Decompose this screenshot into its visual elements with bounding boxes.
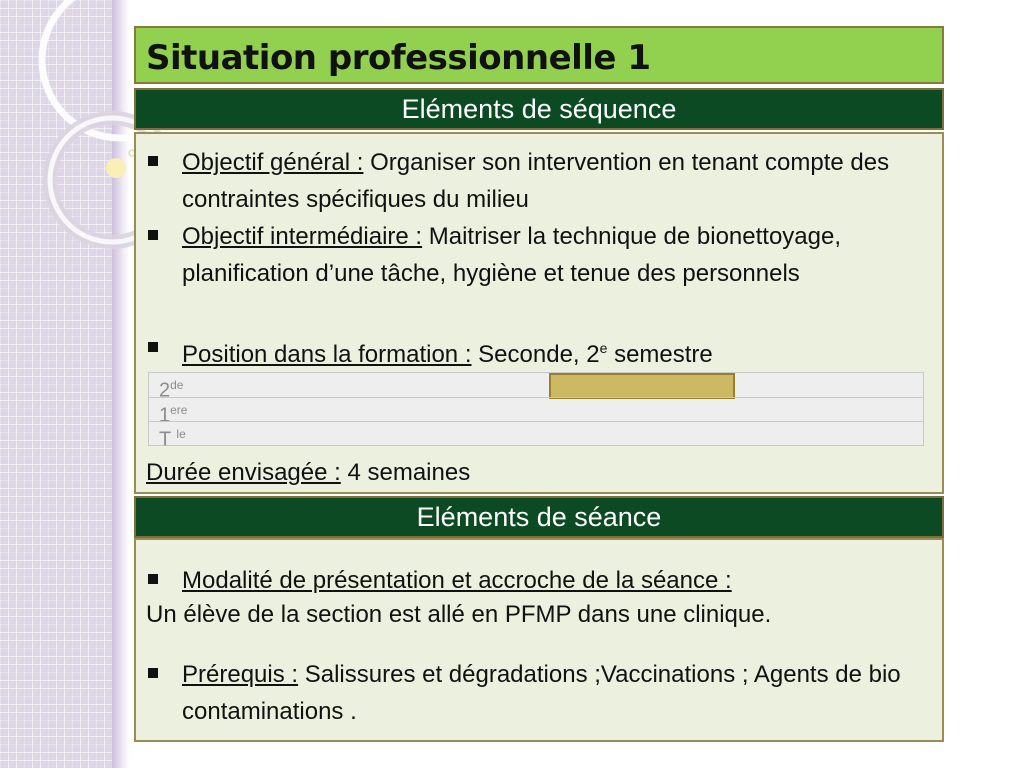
title-bar (134, 26, 944, 84)
bullet-square-icon (148, 574, 158, 584)
objective-general-label: Objectif général : (182, 149, 364, 176)
position-text: Seconde, 2 (471, 341, 600, 368)
level-sup: de (170, 378, 184, 392)
level-sup: le (176, 427, 186, 441)
bullet-square-icon (148, 230, 158, 240)
session-header: Eléments de séance (134, 496, 944, 538)
level-base: 2 (159, 379, 171, 402)
prerequisites-text: Salissures et dégradations ;Vaccinations ; Agents de bio contaminations . (182, 661, 901, 725)
objective-general-text: Organiser son intervention en tenant compte des contraintes spécifiques du milieu (182, 149, 890, 213)
level-row-terminale (149, 421, 923, 451)
objective-intermediate-text: Maitriser la technique de bionettoyage, planification d’une tâche, hygiène et tenue des personnels (182, 223, 842, 287)
bullet-square-icon (148, 156, 158, 166)
level-row-seconde (149, 373, 923, 402)
level-table (148, 372, 924, 451)
duration-label: Durée envisagée : (146, 459, 341, 486)
position-sup: e (599, 340, 608, 356)
sequence-panel (134, 132, 944, 494)
session-panel (134, 538, 944, 742)
position-label: Position dans la formation : (182, 341, 472, 368)
highlight-cell (549, 373, 735, 399)
level-base: 1 (159, 404, 171, 427)
bullet-square-icon (148, 342, 158, 352)
duration-line (146, 458, 470, 488)
position-text-after: semestre (607, 341, 713, 368)
objective-intermediate-item (146, 218, 926, 292)
prerequisites-item (146, 656, 926, 730)
sequence-header: Eléments de séquence (134, 88, 944, 130)
slide-title: Situation professionnelle 1 (146, 38, 651, 78)
prerequisites-label: Prérequis : (182, 661, 299, 688)
modality-label: Modalité de présentation et accroche de la séance : (182, 567, 732, 594)
level-base: T (159, 428, 177, 451)
level-sup: ere (170, 403, 188, 417)
objective-intermediate-label: Objectif intermédiaire : (182, 223, 423, 250)
modality-item (146, 562, 926, 599)
objective-general-item (146, 144, 926, 218)
bullet-square-icon (148, 668, 158, 678)
position-item (146, 330, 926, 373)
duration-value: 4 semaines (340, 459, 471, 486)
level-row-premiere (149, 397, 923, 427)
session-sentence: Un élève de la section est allé en PFMP dans une clinique. (146, 601, 772, 628)
